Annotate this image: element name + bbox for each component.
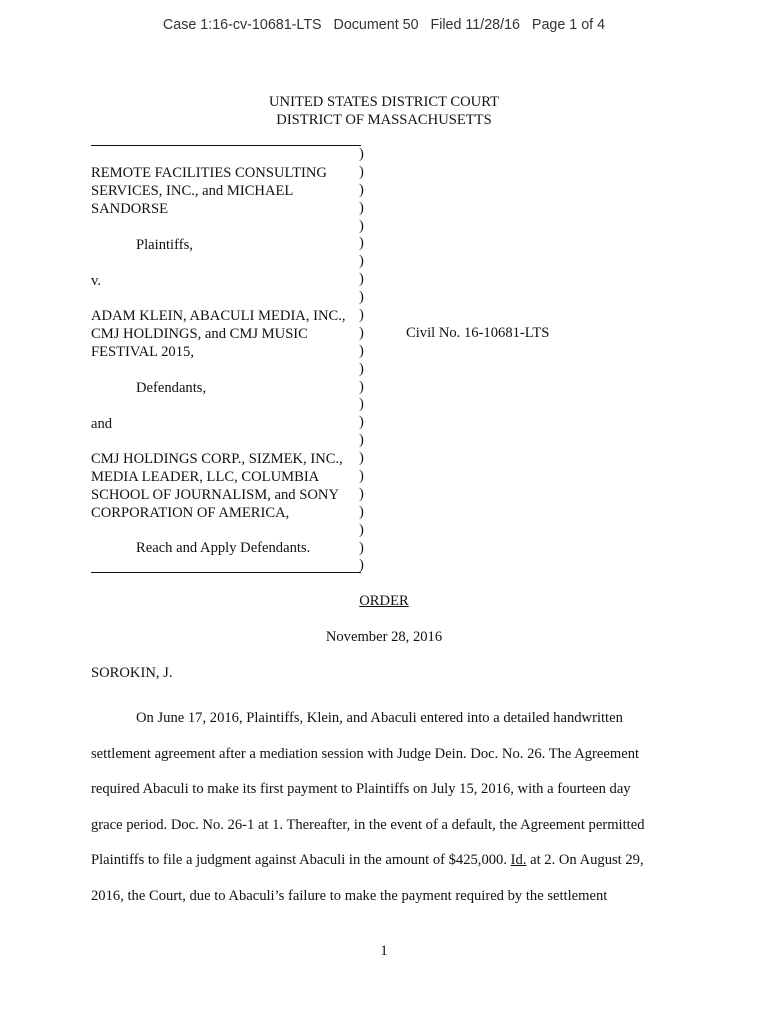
caption-paren: ) bbox=[359, 342, 364, 359]
caption-paren: ) bbox=[359, 181, 364, 198]
caption-line: SCHOOL OF JOURNALISM, and SONY bbox=[91, 487, 339, 503]
paragraph-line bbox=[91, 843, 681, 879]
caption-paren: ) bbox=[359, 468, 364, 485]
court-district: DISTRICT OF MASSACHUSETTS bbox=[276, 112, 492, 128]
caption-paren: ) bbox=[359, 485, 364, 502]
page-number: 1 bbox=[380, 943, 388, 959]
caption-paren: ) bbox=[359, 307, 364, 324]
caption-line: SANDORSE bbox=[91, 201, 169, 217]
court-heading bbox=[0, 93, 768, 129]
plaintiffs-label: Plaintiffs, bbox=[136, 237, 193, 253]
caption-paren: ) bbox=[359, 432, 364, 449]
defendants-label: Defendants, bbox=[136, 380, 207, 396]
paragraph-line: required Abaculi to make its first payment to Plaintiffs on July 15, 2016, with a fourteen day bbox=[91, 781, 631, 798]
caption-line: CORPORATION OF AMERICA, bbox=[91, 505, 290, 521]
paragraph-line: settlement agreement after a mediation session with Judge Dein. Doc. No. 26. The Agreement bbox=[91, 745, 640, 762]
caption-paren: ) bbox=[359, 163, 364, 180]
and-label: and bbox=[91, 416, 113, 432]
caption-line: REMOTE FACILITIES CONSULTING bbox=[91, 165, 327, 181]
caption-paren: ) bbox=[359, 521, 364, 538]
caption-paren: ) bbox=[359, 414, 364, 431]
caption-paren: ) bbox=[359, 289, 364, 306]
reach-apply-label: Reach and Apply Defendants. bbox=[136, 540, 311, 556]
judge-name: SOROKIN, J. bbox=[91, 665, 173, 681]
line-text: Plaintiffs to file a judgment against Abaculi in the amount of $425,000. bbox=[91, 852, 511, 869]
caption-paren: ) bbox=[359, 253, 364, 270]
caption-line: CMJ HOLDINGS CORP., SIZMEK, INC., bbox=[91, 451, 343, 467]
paragraph-line: On June 17, 2016, Plaintiffs, Klein, and Abaculi entered into a detailed handwritten bbox=[136, 710, 623, 726]
caption-paren: ) bbox=[359, 450, 364, 467]
paragraph-line: 2016, the Court, due to Abaculi’s failure to make the payment required by the settlement bbox=[91, 887, 608, 904]
caption-paren: ) bbox=[359, 324, 364, 341]
caption-line: SERVICES, INC., and MICHAEL bbox=[91, 183, 294, 199]
civil-number: Civil No. 16-10681-LTS bbox=[406, 325, 550, 341]
caption-paren: ) bbox=[359, 396, 364, 413]
order-date: November 28, 2016 bbox=[325, 629, 443, 645]
caption-top-rule bbox=[91, 145, 361, 146]
plaintiffs-names bbox=[91, 164, 327, 218]
caption-paren: ) bbox=[359, 360, 364, 377]
citation-id: Id. bbox=[510, 852, 527, 869]
reach-apply-names bbox=[91, 450, 343, 522]
caption-paren: ) bbox=[359, 146, 364, 162]
caption-paren: ) bbox=[359, 503, 364, 520]
order-title: ORDER bbox=[359, 593, 409, 609]
versus-label: v. bbox=[91, 273, 101, 289]
court-name: UNITED STATES DISTRICT COURT bbox=[269, 94, 499, 110]
caption-line: FESTIVAL 2015, bbox=[91, 344, 194, 360]
caption-paren: ) bbox=[359, 235, 364, 252]
caption-paren: ) bbox=[359, 557, 364, 574]
caption-line: MEDIA LEADER, LLC, COLUMBIA bbox=[91, 469, 320, 485]
caption-line: CMJ HOLDINGS, and CMJ MUSIC bbox=[91, 326, 308, 342]
body-paragraph bbox=[91, 701, 681, 915]
caption-paren: ) bbox=[359, 539, 364, 556]
paragraph-line: grace period. Doc. No. 26-1 at 1. Thereafter, in the event of a default, the Agreement permitted bbox=[91, 816, 645, 833]
caption-paren: ) bbox=[359, 378, 364, 395]
caption-parentheses bbox=[359, 146, 364, 575]
case-header: Case 1:16-cv-10681-LTS Document 50 Filed 11/28/16 Page 1 of 4 bbox=[162, 17, 606, 33]
caption-paren: ) bbox=[359, 199, 364, 216]
line-text: at 2. On August 29, bbox=[526, 852, 644, 869]
caption-paren: ) bbox=[359, 271, 364, 288]
caption-bottom-rule bbox=[91, 572, 361, 573]
caption-line: ADAM KLEIN, ABACULI MEDIA, INC., bbox=[91, 308, 346, 324]
caption-paren: ) bbox=[359, 217, 364, 234]
defendants-names bbox=[91, 307, 346, 361]
